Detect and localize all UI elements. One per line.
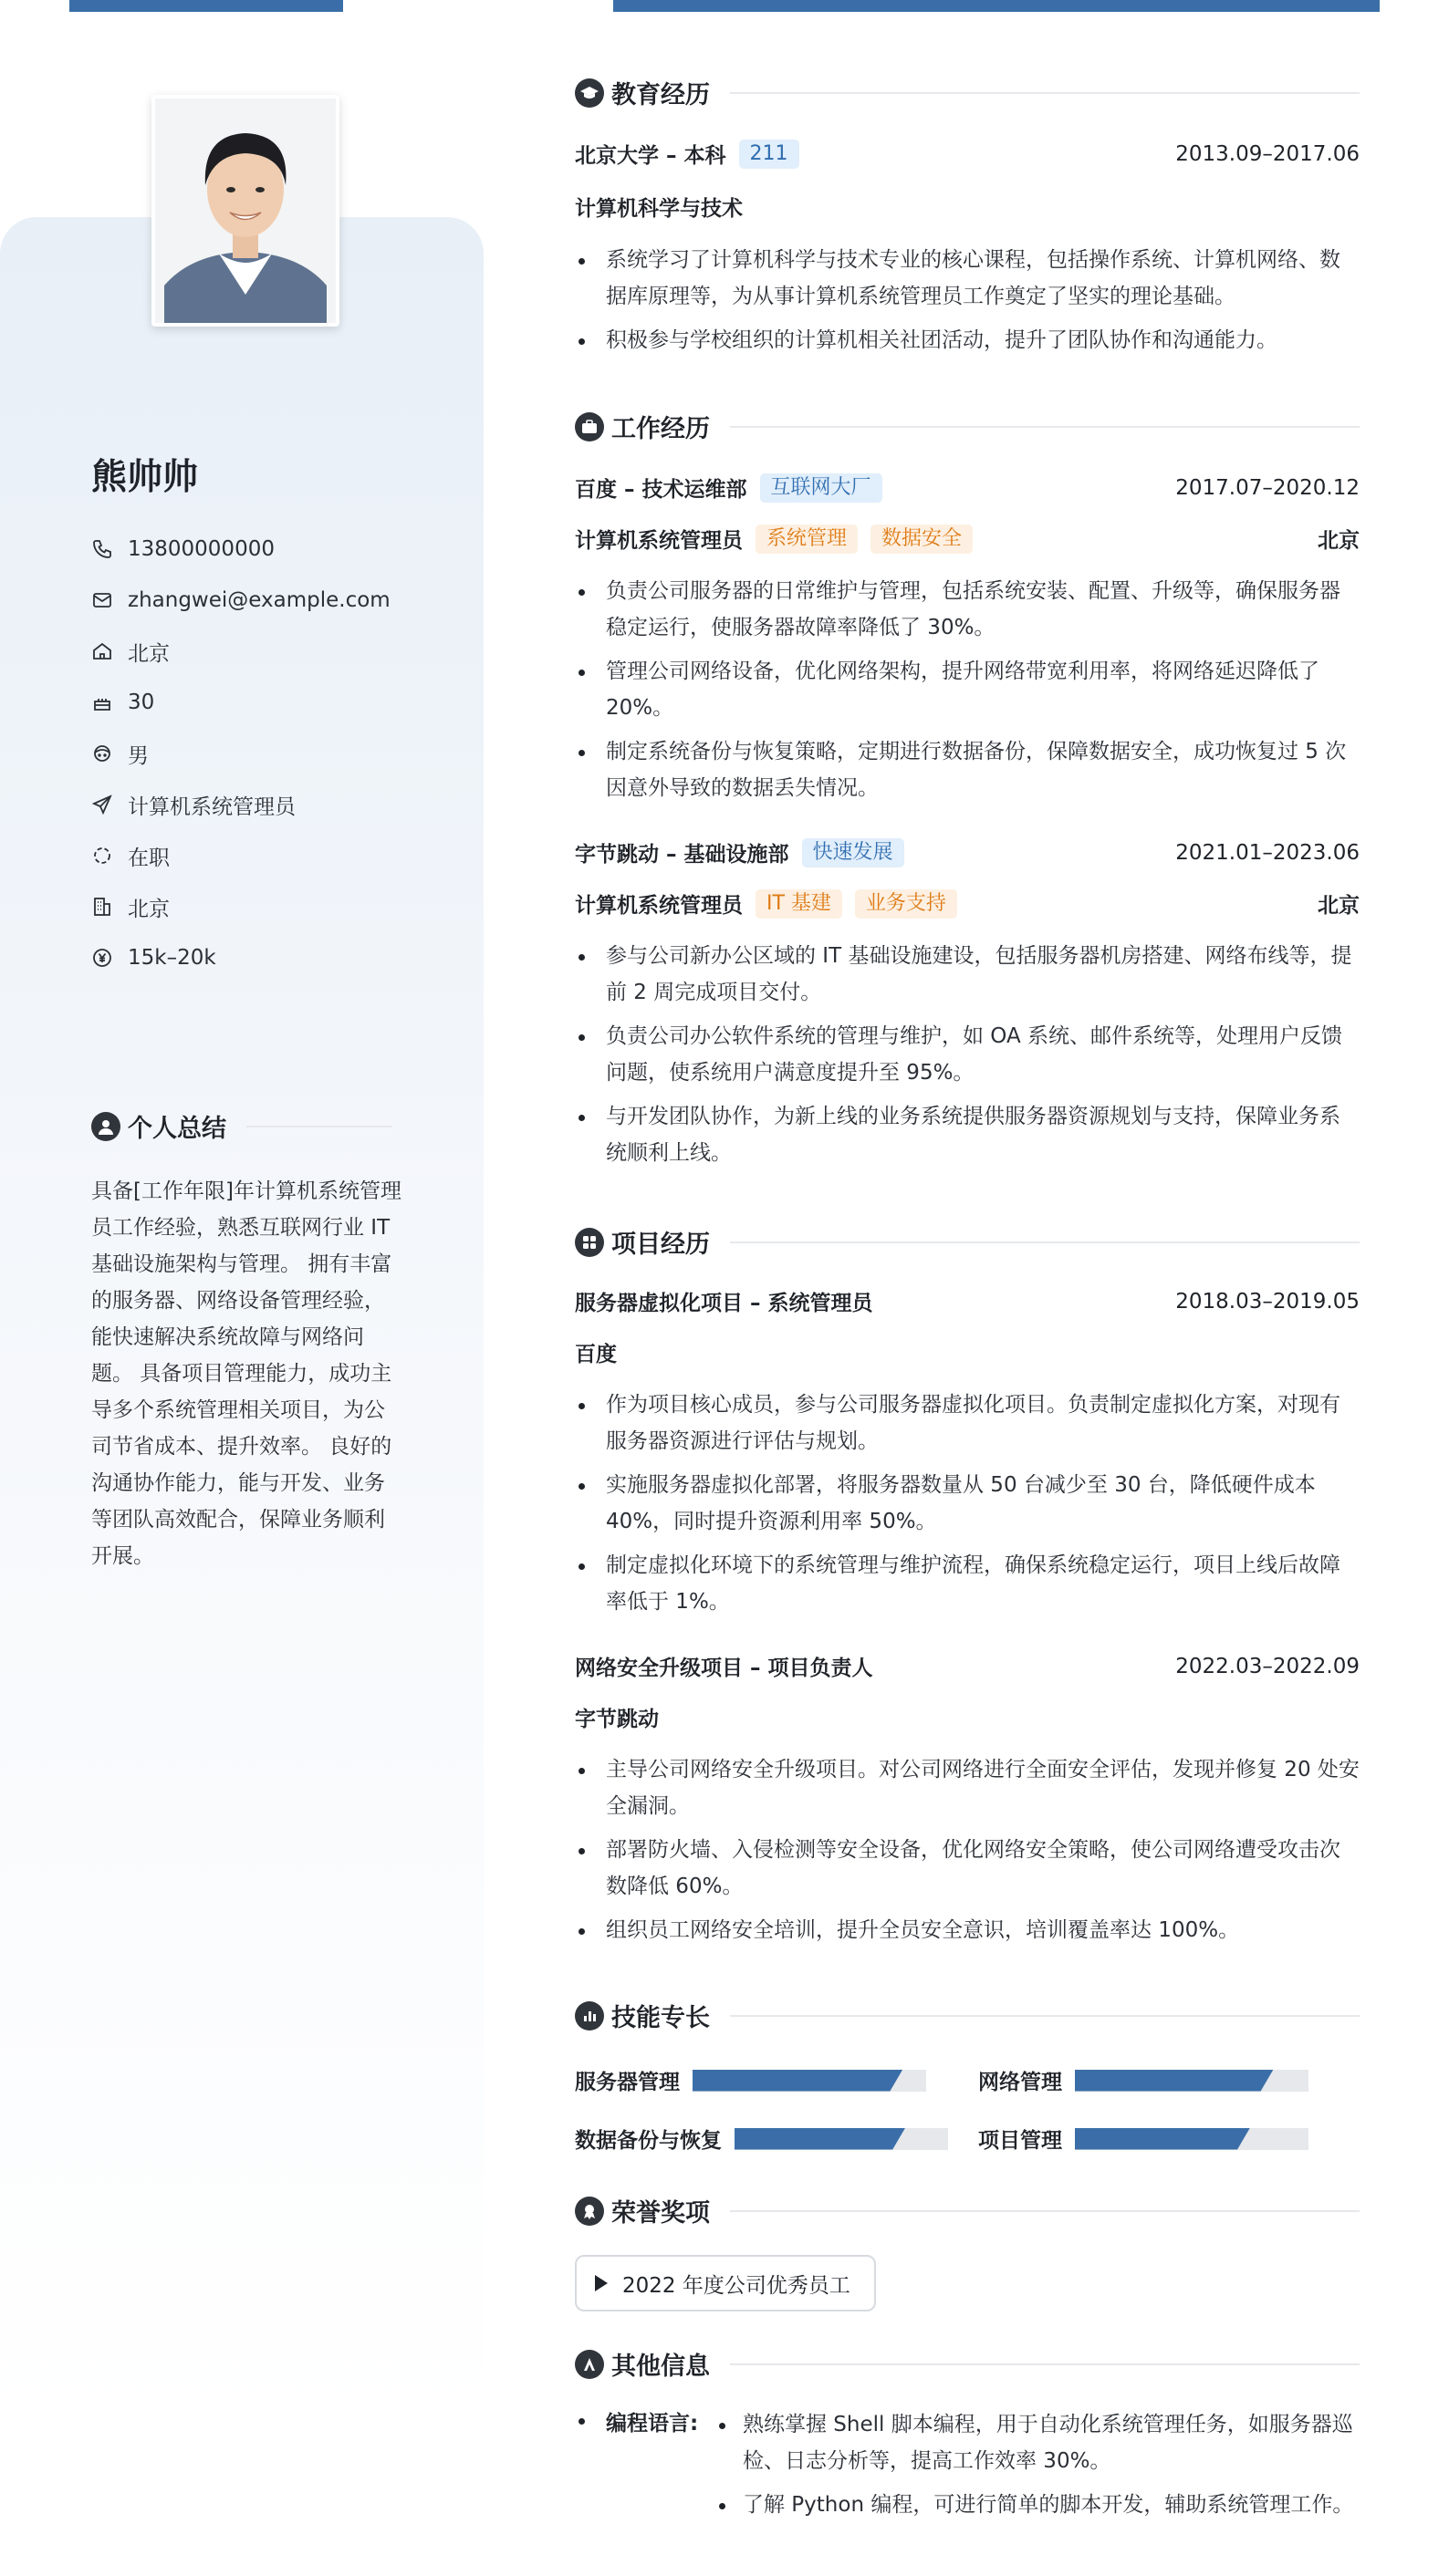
list-item: 制定系统备份与恢复策略，定期进行数据备份，保障数据安全，成功恢复过 5 次因意外导致的数据丢失情况。 [575,733,1360,806]
list-item: 熟练掌握 Shell 脚本编程，用于自动化系统管理任务，如服务器巡检、日志分析等，提高工作效率 30%。 [712,2406,1360,2479]
contact-info-list [91,524,391,983]
info-row-gender [91,728,391,779]
info-row-status [91,830,391,881]
job-date: 2021.01–2023.06 [1175,840,1360,865]
skill-bar [693,2070,926,2092]
skill-bar [1075,2128,1308,2150]
job-company-row [575,473,1360,503]
other-title: 其他信息 [611,2353,710,2381]
skill-item [575,2065,926,2095]
awards-title: 荣誉奖项 [611,2199,710,2228]
job-bullets [575,938,1360,1179]
list-item: 实施服务器虚拟化部署，将服务器数量从 50 台减少至 30 台，降低硬件成本 40%，同时提升资源利用率 50%。 [575,1467,1360,1540]
skill-name: 服务器管理 [575,2071,680,2094]
list-item: 参与公司新办公区域的 IT 基础设施建设，包括服务器机房搭建、网络布线等，提前 2 周完成项目交付。 [575,938,1360,1011]
company-name: 字节跳动 – 基础设施部 [575,843,789,867]
work-city-text: 北京 [128,897,170,921]
info-row-phone [91,524,391,575]
send-icon [91,794,113,815]
list-item: 系统学习了计算机科学与技术专业的核心课程，包括操作系统、计算机网络、数据库原理等，为从事计算机系统管理员工作奠定了坚实的理论基础。 [575,242,1360,315]
project-company: 百度 [575,1343,617,1366]
position-text: 计算机系统管理员 [128,795,296,819]
job-company-row [575,837,1360,867]
other-divider [730,2363,1360,2365]
summary-title: 个人总结 [128,1115,226,1143]
list-item: 管理公司网络设备，优化网络架构，提升网络带宽利用率，将网络延迟降低了 20%。 [575,653,1360,726]
project-bullets [575,1387,1360,1627]
projects-title: 项目经历 [611,1231,710,1259]
skill-fill [693,2070,902,2092]
email-text: zhangwei@example.com [128,588,391,612]
skill-item [978,2065,1308,2095]
info-row-age [91,677,391,728]
briefcase-icon [575,412,604,441]
job-role-row [575,888,1360,919]
awards-header [575,2193,1360,2228]
project-company-row [575,1702,1360,1732]
phone-text: 13800000000 [128,537,275,561]
building-icon [91,896,113,918]
company-tag: 快速发展 [802,838,904,867]
skill-name: 网络管理 [978,2071,1062,2094]
skill-fill [1075,2070,1274,2092]
education-title: 教育经历 [611,81,710,109]
mail-icon [91,589,113,611]
projects-divider [730,1241,1360,1243]
skill-fill [735,2128,905,2150]
company-name: 百度 – 技术运维部 [575,478,747,502]
hometown-text: 北京 [128,641,170,666]
project-title-row [575,1651,1360,1681]
info-icon [575,2350,604,2379]
education-school-row [575,139,1360,169]
skill-item [575,2124,948,2154]
project-name: 网络安全升级项目 – 项目负责人 [575,1657,873,1680]
list-item: 与开发团队协作，为新上线的业务系统提供服务器资源规划与支持，保障业务系统顺利上线。 [575,1098,1360,1171]
role-tag: 系统管理 [756,525,858,554]
role-tag: 数据安全 [870,525,973,554]
other-label: 编程语言: [575,2406,698,2436]
list-item: 组织员工网络安全培训，提升全员安全意识，培训覆盖率达 100%。 [575,1912,1360,1948]
project-date: 2022.03–2022.09 [1175,1654,1360,1678]
skill-bar [735,2128,948,2150]
other-bullets [712,2406,1360,2530]
job-role-row [575,524,1360,554]
list-item: 部署防火墙、入侵检测等安全设备，优化网络安全策略，使公司网络遭受攻击次数降低 60%。 [575,1832,1360,1905]
project-title-row [575,1286,1360,1316]
company-tag: 互联网大厂 [760,473,882,503]
summary-divider [246,1126,392,1127]
project-date: 2018.03–2019.05 [1175,1289,1360,1314]
skill-item [978,2124,1308,2154]
info-row-work-city [91,881,391,932]
phone-icon [91,538,113,560]
summary-text: 具备[工作年限]年计算机系统管理员工作经验，熟悉互联网行业 IT 基础设施架构与管理。 拥有丰富的服务器、网络设备管理经验，能快速解决系统故障与网络问题。 具备项目管理能力，成功主导多个系统管理相关项目，为公司节省成本、提升效率。 良好的沟通协作能力，能与开发、业务等团队高效配合，保障业务顺利开展。 [91,1179,401,1568]
top-accent-bar-right [613,0,1380,12]
skill-name: 项目管理 [978,2129,1062,2153]
job-location: 北京 [1318,529,1360,553]
awards-divider [730,2210,1360,2212]
work-header [575,409,1360,444]
education-date: 2013.09–2017.06 [1175,141,1360,166]
skill-name: 数据备份与恢复 [575,2129,722,2153]
other-header [575,2346,1360,2382]
award-item[interactable] [575,2255,876,2311]
projects-header [575,1224,1360,1260]
salary-text: 15k–20k [128,946,216,970]
job-bullets [575,573,1360,814]
list-item: 负责公司办公软件系统的管理与维护，如 OA 系统、邮件系统等，处理用户反馈问题，使系统用户满意度提升至 95%。 [575,1018,1360,1091]
status-text: 在职 [128,846,170,870]
bar-chart-icon [575,2001,604,2031]
info-row-position [91,779,391,830]
list-item: 制定虚拟化环境下的系统管理与维护流程，确保系统稳定运行，项目上线后故障率低于 1%。 [575,1547,1360,1620]
project-name: 服务器虚拟化项目 – 系统管理员 [575,1292,873,1315]
list-item: 负责公司服务器的日常维护与管理，包括系统安装、配置、升级等，确保服务器稳定运行，使服务器故障率降低了 30%。 [575,573,1360,646]
list-item: 积极参与学校组织的计算机相关社团活动，提升了团队协作和沟通能力。 [575,322,1360,358]
info-row-salary [91,932,391,983]
status-icon [91,845,113,867]
skills-divider [730,2015,1360,2017]
list-item: 了解 Python 编程，可进行简单的脚本开发，辅助系统管理工作。 [712,2487,1360,2523]
list-item: 主导公司网络安全升级项目。对公司网络进行全面安全评估，发现并修复 20 处安全漏洞。 [575,1751,1360,1824]
candidate-name: 熊帅帅 [91,457,199,498]
play-icon [595,2275,608,2291]
age-text: 30 [128,691,155,714]
job-role: 计算机系统管理员 [575,894,743,918]
person-icon [91,1112,120,1141]
gender-text: 男 [128,743,149,768]
top-accent-bar-left [69,0,343,12]
list-item: 作为项目核心成员，参与公司服务器虚拟化项目。负责制定虚拟化方案，对现有服务器资源进行评估与规划。 [575,1387,1360,1459]
gender-icon [91,743,113,764]
project-company-row [575,1337,1360,1367]
education-divider [730,92,1360,94]
skill-bar [1075,2070,1308,2092]
profile-photo [151,95,339,327]
job-location: 北京 [1318,894,1360,918]
grid-icon [575,1228,604,1257]
role-tag: IT 基建 [756,889,842,919]
graduation-cap-icon [575,78,604,108]
project-bullets [575,1751,1360,1956]
yen-icon [91,947,113,969]
school-tag: 211 [739,140,799,169]
education-header [575,75,1360,110]
education-major-row [575,192,1360,222]
major-name: 计算机科学与技术 [575,197,743,221]
medal-icon [575,2197,604,2226]
info-row-email [91,575,391,626]
education-bullets [575,242,1360,366]
role-tag: 业务支持 [855,889,957,919]
cake-icon [91,691,113,713]
job-role: 计算机系统管理员 [575,529,743,553]
job-date: 2017.07–2020.12 [1175,475,1360,500]
award-text: 2022 年度公司优秀员工 [622,2273,850,2298]
project-company: 字节跳动 [575,1708,659,1731]
skills-title: 技能专长 [611,2004,710,2032]
summary-header [91,1108,392,1144]
work-title: 工作经历 [611,415,710,443]
info-row-home [91,626,391,677]
work-divider [730,426,1360,428]
skill-fill [1075,2128,1250,2150]
school-name: 北京大学 – 本科 [575,144,726,168]
skills-header [575,1998,1360,2033]
home-icon [91,640,113,662]
